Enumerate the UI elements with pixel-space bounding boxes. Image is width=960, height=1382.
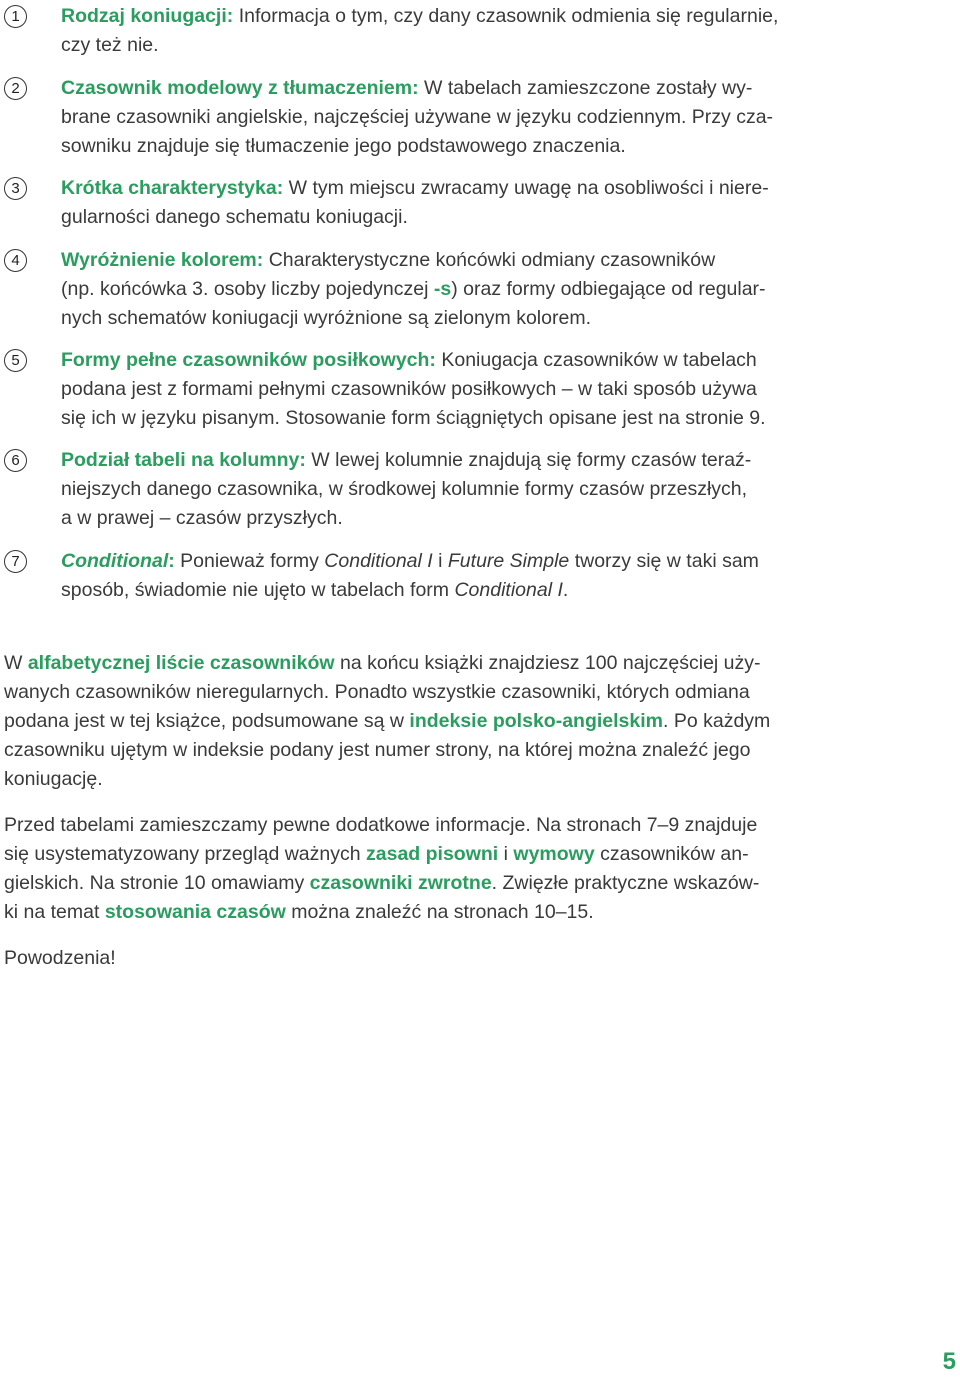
para-text: wanych czasowników nieregularnych. Ponadto wszystkie czasowniki, których odmiana — [4, 681, 750, 703]
item-text: sposób, świadomie nie ujęto w tabelach form — [61, 579, 450, 601]
item-text: W tym miejscu zwracamy uwagę na osobliwości i niere- — [288, 177, 769, 199]
italic-term: Future Simple — [447, 550, 570, 572]
item-text: i — [438, 550, 443, 572]
term-colon: : — [168, 550, 175, 572]
italic-term: Conditional I — [454, 579, 563, 601]
number-circle: 2 — [4, 77, 27, 100]
para-text: W — [4, 652, 23, 674]
list-item-1 — [4, 2, 960, 60]
link-pronunciation: wymowy — [513, 843, 595, 865]
item-text: Ponieważ formy — [180, 550, 319, 572]
link-tense-usage: stosowania czasów — [104, 901, 286, 923]
item-text: Informacja o tym, czy dany czasownik odmienia się regularnie, — [238, 5, 779, 27]
item-text: nych schematów koniugacji wyróżnione są zielonym kolorem. — [61, 307, 591, 329]
para-text: podana jest w tej książce, podsumowane są w — [4, 710, 404, 732]
item-text: brane czasowniki angielskie, najczęściej używane w języku codziennym. Przy cza- — [61, 106, 774, 128]
list-item-7 — [4, 547, 960, 605]
link-alphabetical-list: alfabetycznej liście czasowników — [27, 652, 335, 674]
number-circle: 7 — [4, 550, 27, 573]
item-text: podana jest z formami pełnymi czasowników posiłkowych – w taki sposób używa — [61, 378, 757, 400]
closing — [4, 944, 116, 973]
item-term: Wyróżnienie kolorem: — [61, 249, 264, 271]
item-term: Rodzaj koniugacji: — [61, 5, 234, 27]
italic-term: Conditional I — [324, 550, 433, 572]
list-item-5 — [4, 346, 960, 433]
item-text: W tabelach zamieszczone zostały wy- — [424, 77, 753, 99]
item-term: Podział tabeli na kolumny: — [61, 449, 306, 471]
para-text: koniugację. — [4, 768, 103, 790]
item-text: sowniku znajduje się tłumaczenie jego podstawowego znaczenia. — [61, 135, 626, 157]
item-text: się ich w języku pisanym. Stosowanie form ściągniętych opisane jest na stronie 9. — [61, 407, 766, 429]
item-text: Charakterystyczne końcówki odmiany czasowników — [268, 249, 716, 271]
para-text: się usystematyzowany przegląd ważnych — [4, 843, 361, 865]
item-term: Conditional — [61, 550, 169, 572]
number-circle: 5 — [4, 349, 27, 372]
para-text: czasowniku ujętym w indeksie podany jest numer strony, na której można znaleźć jego — [4, 739, 751, 761]
list-item-4 — [4, 246, 960, 333]
item-text: czy też nie. — [61, 34, 159, 56]
link-reflexive: czasowniki zwrotne — [309, 872, 492, 894]
para-text: i — [503, 843, 508, 865]
para-text: . Zwięzłe praktyczne wskazów- — [491, 872, 760, 894]
suffix-highlight: -s — [433, 278, 452, 300]
paragraph-additional-info — [4, 811, 904, 927]
para-text: można znaleźć na stronach 10–15. — [291, 901, 594, 923]
page-number: 5 — [942, 1348, 956, 1375]
list-item-2 — [4, 74, 960, 161]
item-text: gularności danego schematu koniugacji. — [61, 206, 408, 228]
paragraph-alphabetical-list — [4, 649, 904, 794]
number-circle: 4 — [4, 249, 27, 272]
item-text: W lewej kolumnie znajdują się formy czasów teraź- — [311, 449, 752, 471]
list-item-6 — [4, 446, 960, 533]
item-term: Krótka charakterystyka: — [61, 177, 284, 199]
item-text: niejszych danego czasownika, w środkowej kolumnie formy czasów przeszłych, — [61, 478, 748, 500]
item-text: . — [562, 579, 569, 601]
number-circle: 1 — [4, 5, 27, 28]
para-text: . Po każdym — [663, 710, 771, 732]
para-text: ki na temat — [4, 901, 100, 923]
item-text: a w prawej – czasów przyszłych. — [61, 507, 343, 529]
para-text: gielskich. Na stronie 10 omawiamy — [4, 872, 305, 894]
number-circle: 3 — [4, 177, 27, 200]
para-text: czasowników an- — [600, 843, 749, 865]
item-term: Czasownik modelowy z tłumaczeniem: — [61, 77, 419, 99]
number-circle: 6 — [4, 449, 27, 472]
list-item-3 — [4, 174, 960, 232]
item-text: tworzy się w taki sam — [574, 550, 759, 572]
closing-text: Powodzenia! — [4, 947, 116, 969]
link-spelling: zasad pisowni — [366, 843, 499, 865]
item-text: ) oraz formy odbiegające od regular- — [451, 278, 766, 300]
para-text: na końcu książki znajdziesz 100 najczęściej uży- — [339, 652, 761, 674]
item-text: Koniugacja czasowników w tabelach — [441, 349, 757, 371]
item-term: Formy pełne czasowników posiłkowych: — [61, 349, 436, 371]
para-text: Przed tabelami zamieszczamy pewne dodatkowe informacje. Na stronach 7–9 znajduje — [4, 814, 758, 836]
item-text: (np. końcówka 3. osoby liczby pojedynczej — [61, 278, 429, 300]
link-index: indeksie polsko-angielskim — [409, 710, 663, 732]
